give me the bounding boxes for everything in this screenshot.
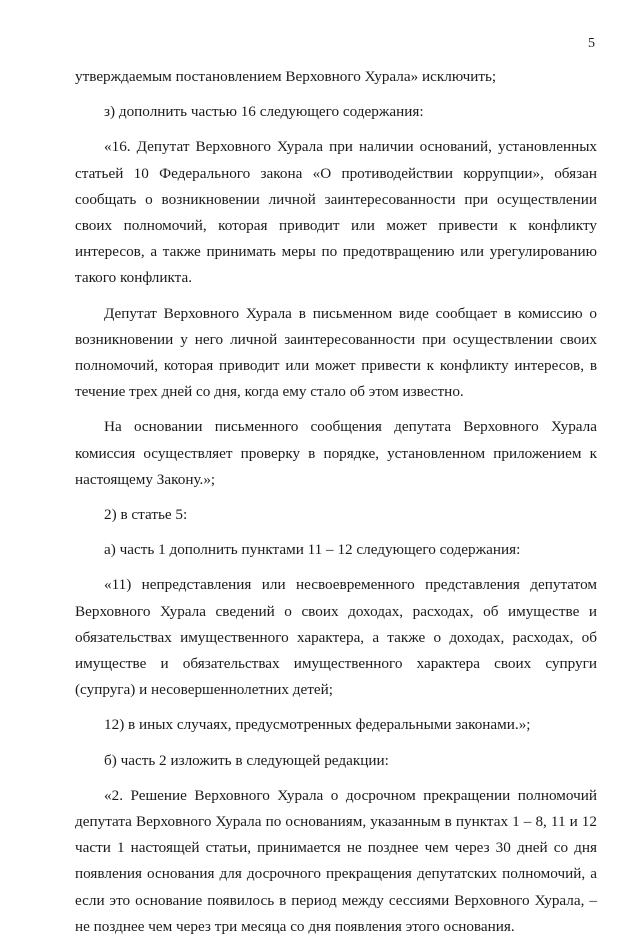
- paragraph-item-a: а) часть 1 дополнить пунктами 11 – 12 следующего содержания:: [104, 541, 521, 559]
- page-number: 5: [588, 36, 595, 51]
- paragraph-written-notice: Депутат Верховного Хурала в письменном виде сообщает в комиссию о возникновении у него личной заинтересованности при осуществлении своих полномочий, которая приводит или может привести к конфликту интересов, в течение трех дней со дня, когда ему стало об этом известно.: [75, 304, 597, 401]
- paragraph-part-16: «16. Депутат Верховного Хурала при наличии оснований, установленных статьей 10 Федерального закона «О противодействии коррупции», обязан сообщать о возникновении личной заинтересованности при осуществлении своих полномочий, которая приводит или может привести к конфликту интересов, а также принимать меры по предотвращению или урегулированию такого конфликта.: [75, 138, 597, 287]
- paragraph-point-11: «11) непредставления или несвоевременного представления депутатом Верховного Хурала сведений о своих доходах, расходах, об имуществе и обязательствах имущественного характера, а также о доходах, расходах, об имуществе и обязательствах имущественного характера своих супруги (супруга) и несовершеннолетних детей;: [75, 576, 597, 699]
- paragraph-commission-check: На основании письменного сообщения депутата Верховного Хурала комиссия осуществляет проверку в порядке, установленном приложением к настоящему Закону.»;: [75, 418, 597, 488]
- paragraph-continuation: утверждаемым постановлением Верховного Хурала» исключить;: [75, 68, 497, 85]
- paragraph-part-2: «2. Решение Верховного Хурала о досрочном прекращении полномочий депутата Верховного Хурала по основаниям, указанным в пунктах 1 – 8, 11 и 12 части 1 настоящей статьи, принимается не позднее чем через 30 дней со дня появления основания для досрочного прекращения депутатских полномочий, а если это основание появилось в период между сессиями Верховного Хурала, – не позднее чем через три месяца со дня появления этого основания.: [75, 786, 597, 935]
- paragraph-article-5: 2) в статье 5:: [104, 506, 188, 524]
- paragraph-point-12: 12) в иных случаях, предусмотренных федеральными законами.»;: [104, 716, 531, 734]
- paragraph-item-z: з) дополнить частью 16 следующего содержания:: [104, 103, 424, 121]
- paragraph-item-b: б) часть 2 изложить в следующей редакции:: [104, 751, 389, 769]
- document-body: [75, 64, 597, 940]
